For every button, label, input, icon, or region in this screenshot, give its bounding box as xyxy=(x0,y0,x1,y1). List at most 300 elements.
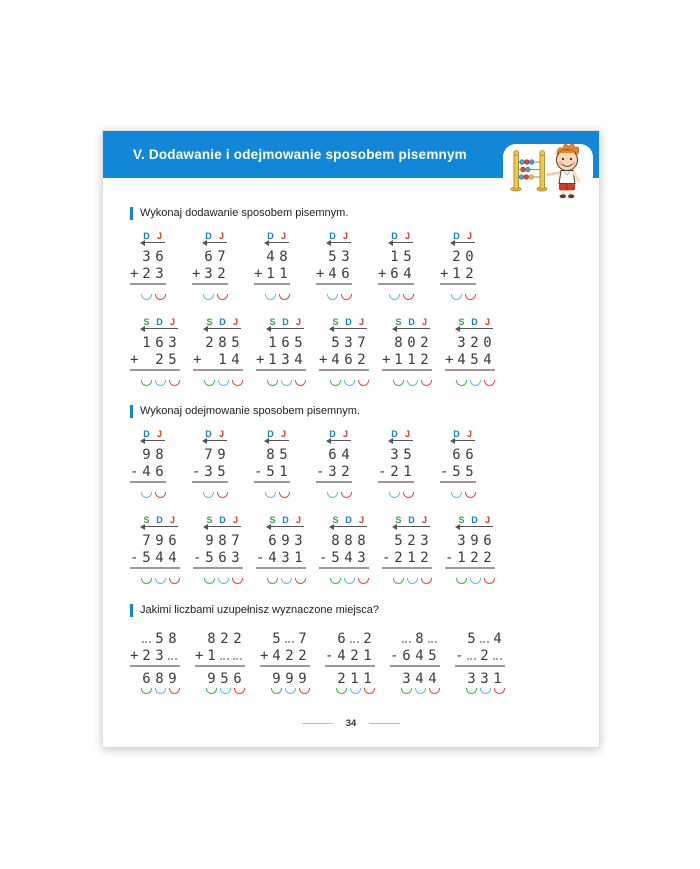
operator: + xyxy=(319,352,328,368)
digit-cell: 2 xyxy=(480,648,489,664)
answer-arc xyxy=(484,380,495,386)
fill-in-problem xyxy=(260,629,310,695)
operator: - xyxy=(319,550,328,566)
digit-cell: 1 xyxy=(407,550,416,566)
answer-arc xyxy=(279,294,290,300)
answer-arc xyxy=(341,492,352,498)
fill-in-problem xyxy=(390,629,440,695)
answer-arc xyxy=(169,380,180,386)
answer-arc xyxy=(389,294,400,300)
answer-arc xyxy=(204,578,215,584)
digit-cell: 4 xyxy=(403,266,412,282)
digit-cell: 1 xyxy=(268,352,277,368)
answer-arc xyxy=(393,380,404,386)
blank-dots xyxy=(493,654,502,660)
digit-cell: 4 xyxy=(457,352,466,368)
answer-row xyxy=(325,669,375,686)
direction-arrow-icon xyxy=(388,437,414,444)
number-row xyxy=(325,629,375,646)
place-value-letter: S xyxy=(395,317,402,327)
digit-cell: 2 xyxy=(341,464,350,480)
place-value-letter: J xyxy=(295,515,301,525)
digit-cell: 4 xyxy=(266,249,275,265)
blank-dots xyxy=(233,654,242,660)
math-problem xyxy=(192,229,228,301)
operand-row xyxy=(193,548,243,569)
answer-arc xyxy=(271,688,282,694)
place-value-letter: D xyxy=(408,515,415,525)
digit-cell: 7 xyxy=(142,533,151,549)
direction-arrow-icon xyxy=(326,239,352,246)
digit-cell: 1 xyxy=(207,648,216,664)
digit-cell: 8 xyxy=(168,631,177,647)
answer-arcs xyxy=(466,688,505,695)
operand-row xyxy=(445,548,495,569)
digit-cell: 4 xyxy=(272,648,281,664)
answer-row xyxy=(390,669,440,686)
blank-dots xyxy=(428,637,437,643)
direction-arrow-icon xyxy=(266,325,305,332)
answer-arc xyxy=(465,492,476,498)
digit-cell: 9 xyxy=(155,533,164,549)
section-bar xyxy=(130,405,133,418)
digit-cell: 3 xyxy=(480,671,489,687)
number-row xyxy=(319,531,369,548)
place-value-letters xyxy=(388,229,414,239)
digit-cell: 5 xyxy=(331,335,340,351)
answer-arc xyxy=(494,688,505,694)
operand-row xyxy=(195,646,245,667)
digit-cell: 3 xyxy=(420,533,429,549)
blank-dots xyxy=(480,637,489,643)
workbook-page xyxy=(102,130,600,748)
operator: + xyxy=(254,266,263,282)
direction-arrow-icon xyxy=(455,325,494,332)
digit-cell: 5 xyxy=(394,533,403,549)
place-value-letter: J xyxy=(169,317,175,327)
place-value-letters xyxy=(264,427,290,437)
digit-cell: 3 xyxy=(155,648,164,664)
operand-row xyxy=(130,350,180,371)
answer-arcs xyxy=(271,688,310,695)
place-value-letter: D xyxy=(471,515,478,525)
answer-arc xyxy=(327,294,338,300)
answer-arcs xyxy=(267,380,306,387)
place-value-letters xyxy=(140,427,166,437)
digit-cell: 4 xyxy=(155,550,164,566)
math-problem xyxy=(256,315,306,387)
digit-cell: 8 xyxy=(357,533,366,549)
answer-arc xyxy=(341,294,352,300)
digit-cell: 4 xyxy=(415,671,424,687)
answer-arc xyxy=(141,380,152,386)
digit-cell: 9 xyxy=(207,671,216,687)
digit-cell: 5 xyxy=(294,335,303,351)
section-instruction: Wykonaj dodawanie sposobem pisemnym. xyxy=(140,207,349,219)
place-value-letter: D xyxy=(453,231,460,241)
digit-cell: 5 xyxy=(266,464,275,480)
answer-arcs xyxy=(393,578,432,585)
answer-arc xyxy=(203,492,214,498)
digit-cell: 4 xyxy=(328,266,337,282)
place-value-letter: J xyxy=(404,429,410,439)
digit-cell: 4 xyxy=(344,550,353,566)
digit-cell: 1 xyxy=(142,335,151,351)
operand-row xyxy=(378,462,414,483)
place-value-letters xyxy=(455,513,495,523)
operand-row xyxy=(316,462,352,483)
digit-cell: 6 xyxy=(155,464,164,480)
digit-cell: 9 xyxy=(298,671,307,687)
place-value-letter: J xyxy=(232,317,238,327)
answer-arcs xyxy=(141,492,166,499)
digit-cell xyxy=(231,648,244,665)
digit-cell: 8 xyxy=(279,249,288,265)
direction-arrow-icon xyxy=(264,437,290,444)
answer-arcs xyxy=(204,380,243,387)
place-value-letter: D xyxy=(156,317,163,327)
number-row xyxy=(378,247,414,264)
operand-row xyxy=(319,350,369,371)
digit-cell: 2 xyxy=(407,533,416,549)
answer-arc xyxy=(279,492,290,498)
digit-cell: 9 xyxy=(142,447,151,463)
answer-row xyxy=(195,669,245,686)
digit-cell: 8 xyxy=(218,533,227,549)
fill-in-problem xyxy=(130,629,180,695)
digit-cell: 5 xyxy=(142,550,151,566)
place-value-letters xyxy=(392,315,432,325)
math-problem xyxy=(256,513,306,585)
answer-arc xyxy=(421,578,432,584)
math-problem xyxy=(316,427,352,499)
answer-arcs xyxy=(141,578,180,585)
digit-cell: 8 xyxy=(218,335,227,351)
section-instruction: Wykonaj odejmowanie sposobem pisemnym. xyxy=(140,405,360,417)
operator: + xyxy=(130,648,139,664)
operator: + xyxy=(316,266,325,282)
answer-arc xyxy=(484,578,495,584)
digit-cell: 8 xyxy=(394,335,403,351)
answer-arcs xyxy=(206,688,245,695)
math-problem xyxy=(440,427,476,499)
place-value-letters xyxy=(140,229,166,239)
answer-arc xyxy=(389,492,400,498)
operand-row xyxy=(382,350,432,371)
place-value-letter: S xyxy=(395,515,402,525)
digit-cell: 3 xyxy=(204,464,213,480)
math-problem xyxy=(130,315,180,387)
blank-dots xyxy=(402,637,411,643)
digit-cell: 5 xyxy=(217,464,226,480)
operator: - xyxy=(390,648,399,664)
operator: + xyxy=(445,352,454,368)
direction-arrow-icon xyxy=(329,325,368,332)
operator: - xyxy=(192,464,201,480)
operand-row xyxy=(256,350,306,371)
digit-cell: 9 xyxy=(281,533,290,549)
place-value-letters xyxy=(203,315,243,325)
answer-arc xyxy=(267,578,278,584)
number-row xyxy=(445,531,495,548)
answer-arc xyxy=(465,294,476,300)
number-row xyxy=(256,531,306,548)
number-row xyxy=(378,445,414,462)
place-value-letters xyxy=(329,315,369,325)
answer-arc xyxy=(358,380,369,386)
answer-arc xyxy=(429,688,440,694)
answer-arcs xyxy=(203,492,228,499)
boy-abacus-illustration xyxy=(501,138,595,200)
number-row xyxy=(316,247,352,264)
section-label-subtraction xyxy=(130,404,599,418)
answer-arcs xyxy=(451,492,476,499)
page-footer xyxy=(103,718,599,729)
place-value-letter: J xyxy=(484,515,490,525)
digit-cell: 2 xyxy=(420,335,429,351)
addition-row-3digit xyxy=(130,315,599,387)
digit-cell: 6 xyxy=(233,671,242,687)
answer-arc xyxy=(470,578,481,584)
answer-arcs xyxy=(389,294,414,301)
operator: + xyxy=(256,352,265,368)
digit-cell: 8 xyxy=(331,533,340,549)
answer-arc xyxy=(155,294,166,300)
answer-arc xyxy=(217,492,228,498)
math-problem xyxy=(193,315,243,387)
place-value-letters xyxy=(450,229,476,239)
digit-cell: 1 xyxy=(279,266,288,282)
digit-cell: 4 xyxy=(428,671,437,687)
digit-cell: 6 xyxy=(328,447,337,463)
digit-cell: 6 xyxy=(204,249,213,265)
number-row xyxy=(382,531,432,548)
answer-arcs xyxy=(456,578,495,585)
digit-cell: 5 xyxy=(279,447,288,463)
operand-row xyxy=(455,646,505,667)
blank-dots xyxy=(285,637,294,643)
digit-cell: 1 xyxy=(493,671,502,687)
answer-arc xyxy=(285,688,296,694)
digit-cell: 6 xyxy=(344,352,353,368)
digit-cell: 8 xyxy=(266,447,275,463)
answer-arcs xyxy=(327,492,352,499)
place-value-letter: S xyxy=(458,515,465,525)
place-value-letter: S xyxy=(269,317,276,327)
digit-cell: 6 xyxy=(465,447,474,463)
digit-cell: 3 xyxy=(281,352,290,368)
fill-in-problem xyxy=(455,629,505,695)
digit-cell: 1 xyxy=(350,671,359,687)
digit-cell: 7 xyxy=(204,447,213,463)
answer-arc xyxy=(141,294,152,300)
digit-cell: 1 xyxy=(294,550,303,566)
blank-dots xyxy=(168,654,177,660)
section-bar xyxy=(130,207,133,220)
operator: + xyxy=(195,648,204,664)
digit-cell xyxy=(218,648,231,665)
footer-rule-left xyxy=(302,723,333,724)
digit-cell: 3 xyxy=(467,671,476,687)
operand-row xyxy=(440,462,476,483)
digit-cell: 5 xyxy=(465,464,474,480)
digit-cell: 5 xyxy=(231,335,240,351)
direction-arrow-icon xyxy=(264,239,290,246)
digit-cell: 8 xyxy=(207,631,216,647)
number-row xyxy=(382,333,432,350)
place-value-letter: D xyxy=(345,317,352,327)
answer-arc xyxy=(330,578,341,584)
place-value-letter: S xyxy=(143,317,150,327)
digit-cell: 1 xyxy=(457,550,466,566)
page-content xyxy=(103,178,599,695)
operand-row xyxy=(130,646,180,667)
digit-cell: 6 xyxy=(155,335,164,351)
place-value-letters xyxy=(266,513,306,523)
number-row xyxy=(390,629,440,646)
section-bar xyxy=(130,604,133,617)
operator: - xyxy=(378,464,387,480)
answer-arcs xyxy=(456,380,495,387)
answer-arc xyxy=(141,492,152,498)
answer-arc xyxy=(204,380,215,386)
answer-arc xyxy=(155,380,166,386)
digit-cell: 1 xyxy=(363,671,372,687)
footer-rule-right xyxy=(369,723,400,724)
digit-cell: 6 xyxy=(168,533,177,549)
place-value-letter: J xyxy=(358,515,364,525)
answer-arc xyxy=(281,578,292,584)
digit-cell: 2 xyxy=(363,631,372,647)
place-value-letter: J xyxy=(280,231,286,241)
digit-cell: 5 xyxy=(168,352,177,368)
answer-arc xyxy=(358,578,369,584)
place-value-letters xyxy=(266,315,306,325)
direction-arrow-icon xyxy=(140,437,166,444)
place-value-letters xyxy=(140,513,180,523)
place-value-letter: J xyxy=(156,231,162,241)
digit-cell: 2 xyxy=(470,335,479,351)
digit-cell: 5 xyxy=(403,447,412,463)
answer-arc xyxy=(401,688,412,694)
digit-cell: 7 xyxy=(231,533,240,549)
digit-cell: 7 xyxy=(298,631,307,647)
number-row xyxy=(192,445,228,462)
answer-arc xyxy=(336,688,347,694)
answer-arcs xyxy=(265,492,290,499)
digit-cell xyxy=(491,648,504,665)
math-problem xyxy=(192,427,228,499)
digit-cell: 9 xyxy=(205,533,214,549)
answer-arcs xyxy=(204,578,243,585)
digit-cell: 2 xyxy=(420,352,429,368)
fill-in-problem xyxy=(195,629,245,695)
answer-arc xyxy=(155,688,166,694)
answer-arc xyxy=(451,294,462,300)
operand-row xyxy=(130,548,180,569)
digit-cell: 2 xyxy=(142,648,151,664)
digit-cell: 2 xyxy=(205,335,214,351)
digit-cell: 4 xyxy=(231,352,240,368)
answer-row xyxy=(130,669,180,686)
direction-arrow-icon xyxy=(450,239,476,246)
digit-cell: 2 xyxy=(357,352,366,368)
place-value-letters xyxy=(388,427,414,437)
place-value-letters xyxy=(140,315,180,325)
operand-row xyxy=(192,462,228,483)
digit-cell: 5 xyxy=(331,550,340,566)
number-row xyxy=(319,333,369,350)
digit-cell: 1 xyxy=(394,352,403,368)
place-value-letter: J xyxy=(358,317,364,327)
digit-cell: 5 xyxy=(452,464,461,480)
direction-arrow-icon xyxy=(203,325,242,332)
place-value-letter: D xyxy=(408,317,415,327)
place-value-letters xyxy=(264,229,290,239)
number-row xyxy=(254,247,290,264)
math-problem xyxy=(378,229,414,301)
digit-cell: 4 xyxy=(341,447,350,463)
answer-arc xyxy=(155,492,166,498)
digit-cell: 5 xyxy=(155,631,164,647)
digit-cell: 2 xyxy=(233,631,242,647)
answer-arc xyxy=(218,578,229,584)
math-problem xyxy=(193,513,243,585)
math-problem xyxy=(316,229,352,301)
number-row xyxy=(316,445,352,462)
digit-cell: 4 xyxy=(483,352,492,368)
digit-cell: 8 xyxy=(155,447,164,463)
place-value-letter: S xyxy=(269,515,276,525)
place-value-letters xyxy=(392,513,432,523)
digit-cell: 3 xyxy=(402,671,411,687)
operand-row xyxy=(256,548,306,569)
digit-cell: 4 xyxy=(168,550,177,566)
digit-cell: 5 xyxy=(205,550,214,566)
digit-cell: 6 xyxy=(402,648,411,664)
place-value-letter: D xyxy=(282,317,289,327)
operand-row xyxy=(254,462,290,483)
digit-cell: 9 xyxy=(285,671,294,687)
digit-cell xyxy=(166,648,179,665)
answer-arc xyxy=(267,380,278,386)
place-value-letter: S xyxy=(332,317,339,327)
place-value-letters xyxy=(326,427,352,437)
place-value-letter: D xyxy=(329,231,336,241)
answer-arc xyxy=(466,688,477,694)
answer-arc xyxy=(220,688,231,694)
digit-cell: 2 xyxy=(350,648,359,664)
digit-cell: 4 xyxy=(142,464,151,480)
digit-cell: 4 xyxy=(268,550,277,566)
operator: - xyxy=(382,550,391,566)
operator: - xyxy=(254,464,263,480)
place-value-letter: J xyxy=(484,317,490,327)
digit-cell: 9 xyxy=(470,533,479,549)
digit-cell: 8 xyxy=(344,533,353,549)
digit-cell: 5 xyxy=(467,631,476,647)
digit-cell: 3 xyxy=(294,533,303,549)
number-row xyxy=(260,629,310,646)
direction-arrow-icon xyxy=(140,325,179,332)
operand-row xyxy=(440,264,476,285)
answer-arcs xyxy=(141,294,166,301)
digit-cell: 8 xyxy=(155,671,164,687)
digit-cell: 2 xyxy=(470,550,479,566)
place-value-letters xyxy=(329,513,369,523)
place-value-letter: S xyxy=(206,515,213,525)
answer-arc xyxy=(403,294,414,300)
